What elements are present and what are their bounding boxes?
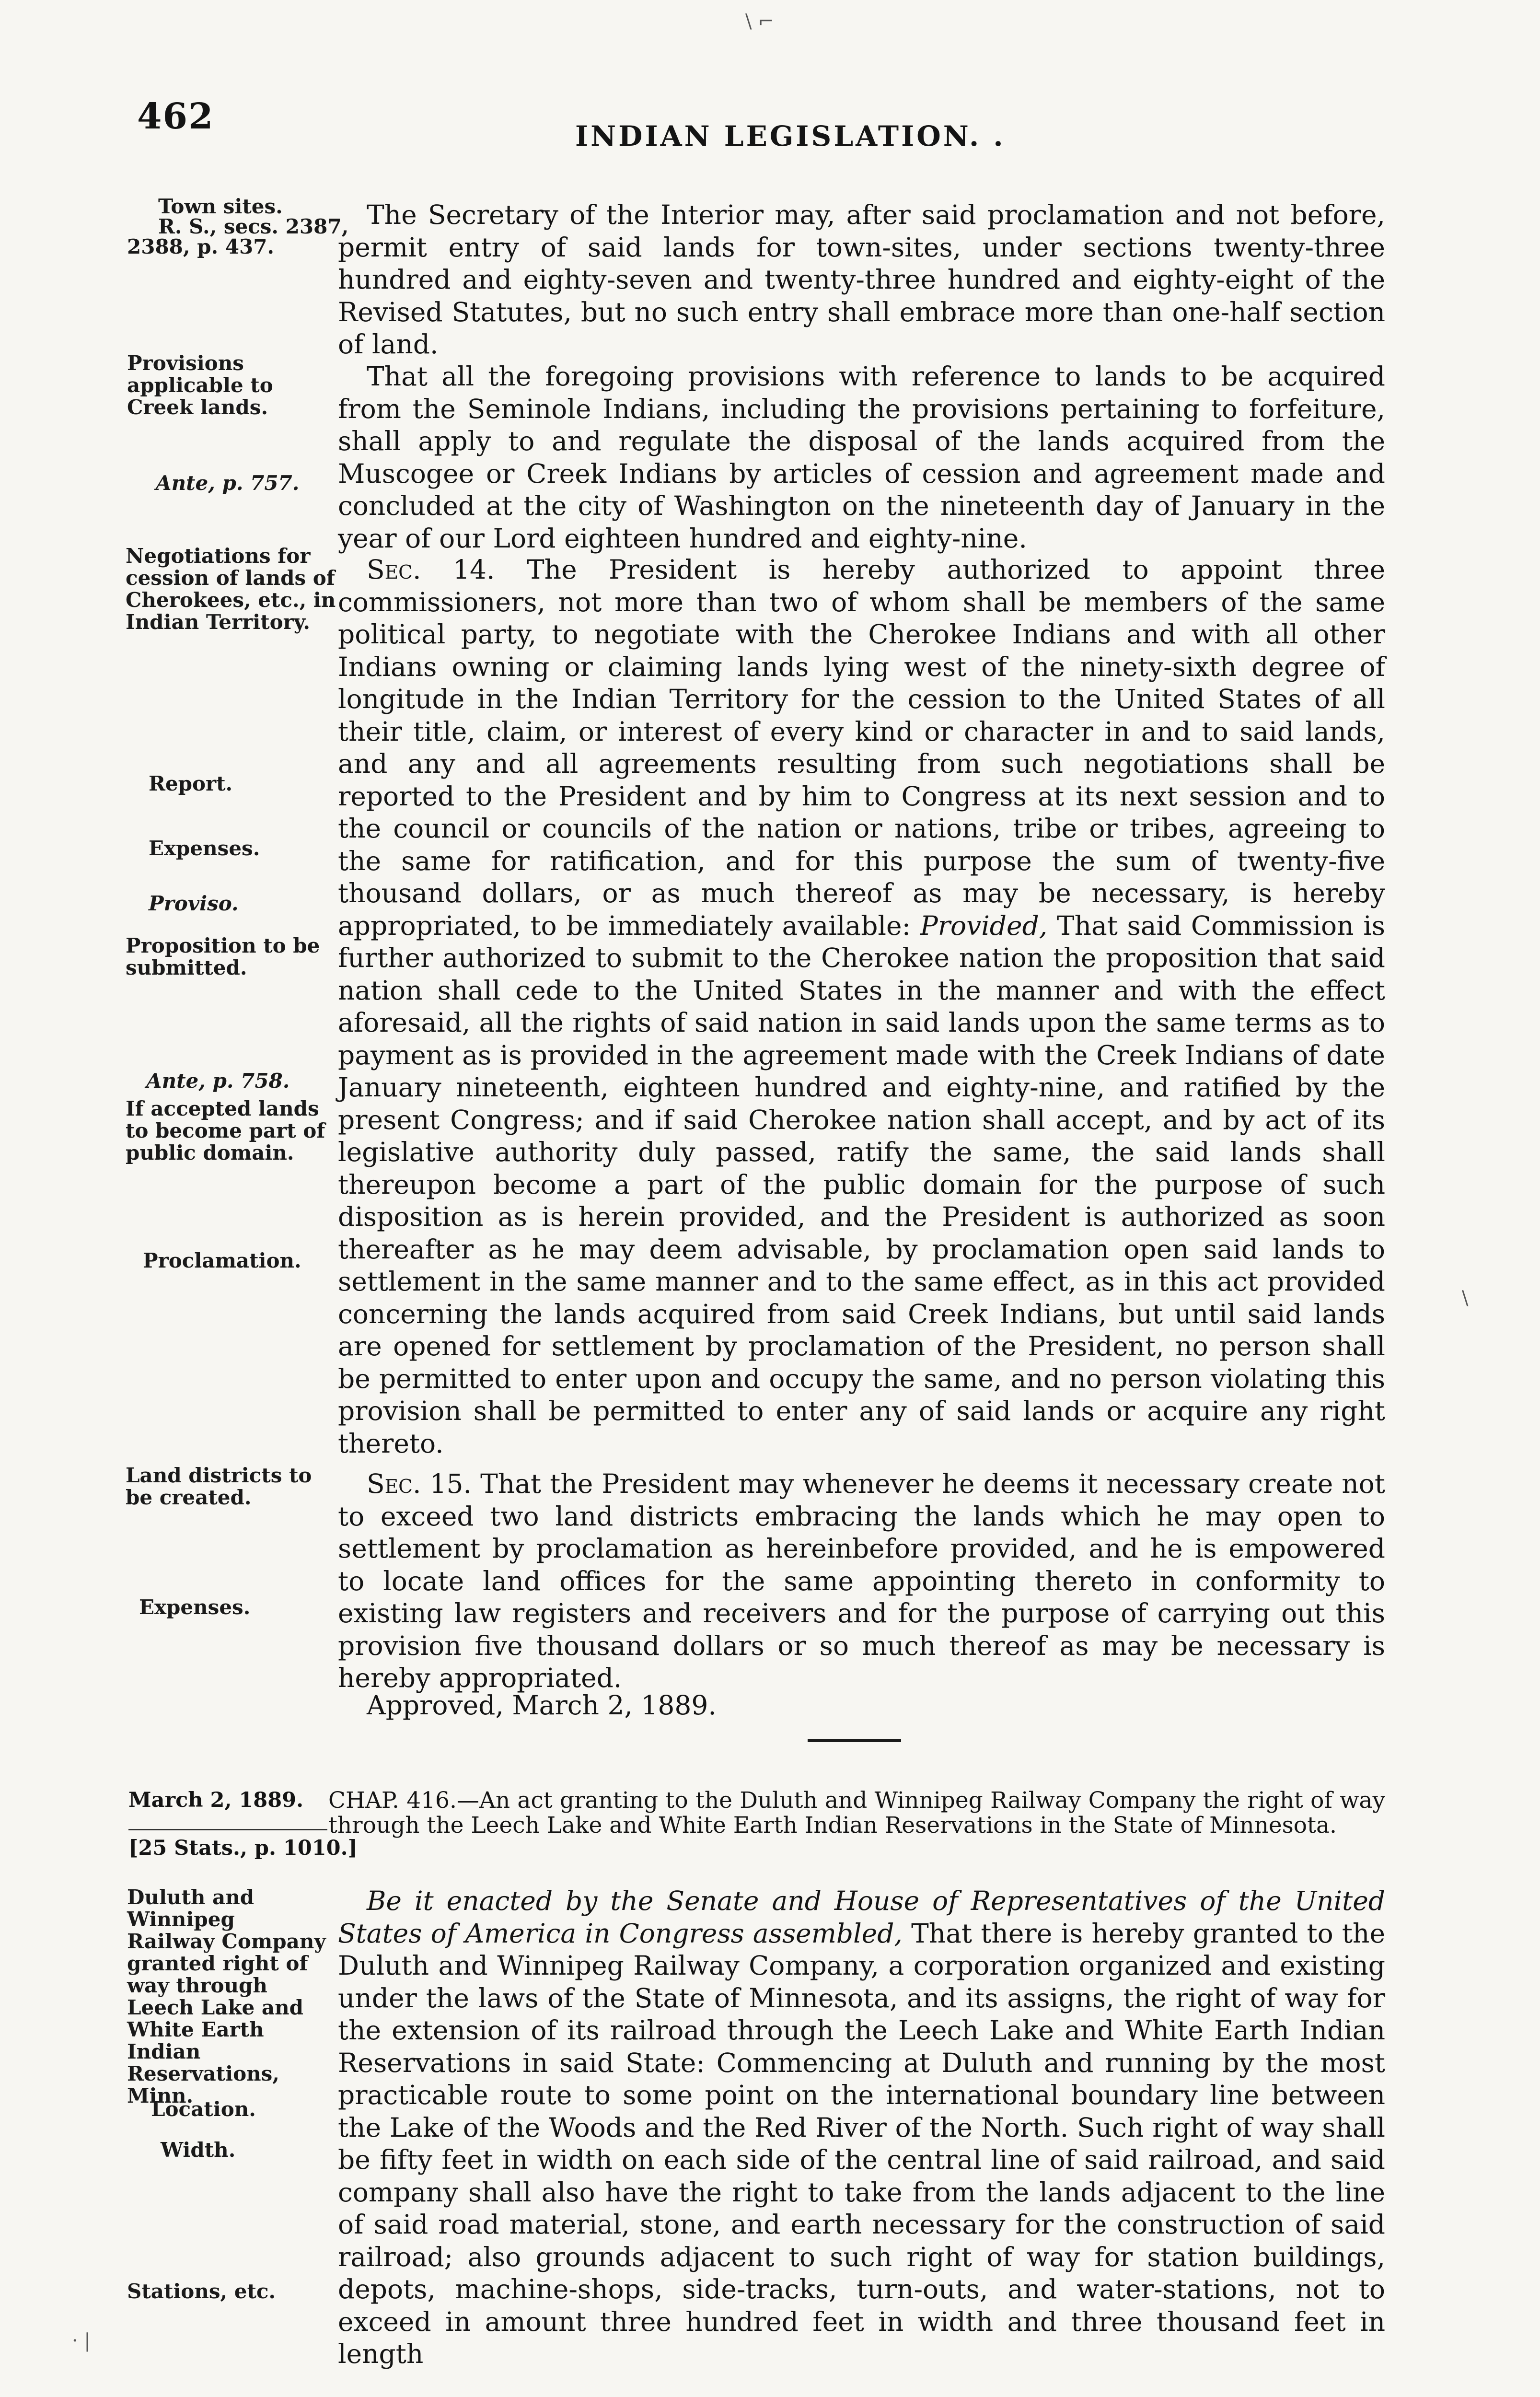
scan-mark: \: [1462, 1287, 1469, 1309]
margin-note-negotiations: Negotiations for cession of lands of Cherokees, etc., in Indian Territory.: [126, 544, 336, 634]
margin-note-duluth: Duluth and Winnipeg Railway Company granted right of way through Leech Lake and White Earth Indian Reservations, Minn.: [127, 1885, 326, 2107]
chapter-416-body: [338, 1885, 1385, 2371]
enacting-clause: Be it enacted by the Senate and House of Representatives of the United States of America in Congress assembled,: [338, 1885, 1385, 1949]
margin-note-ante-757: Ante, p. 757.: [156, 471, 300, 495]
margin-note-stations: Stations, etc.: [127, 2280, 276, 2303]
margin-note-provisions: Provisions applicable to Creek lands.: [127, 351, 273, 419]
section-15-label: Sec. 15.: [367, 1468, 472, 1499]
margin-note-proviso: Proviso.: [149, 892, 239, 915]
margin-note-expenses-1: Expenses.: [149, 837, 260, 860]
section-14-paragraph: [338, 554, 1385, 1460]
margin-note-location: Location.: [151, 2097, 256, 2121]
margin-note-rs-page: 2388, p. 437.: [127, 235, 275, 258]
section-14-label: Sec. 14.: [367, 554, 495, 585]
scan-mark: · |: [72, 2330, 91, 2352]
margin-note-town-sites: Town sites.: [158, 195, 283, 218]
chapter-citation: [25 Stats., p. 1010.]: [128, 1836, 358, 1860]
margin-note-land-districts: Land districts to be created.: [126, 1464, 312, 1509]
approval-date: Approved, March 2, 1889.: [367, 1690, 717, 1721]
chapter-title: CHAP. 416.—An act granting to the Duluth and Winnipeg Railway Company the right of way through the Leech Lake and White Earth Indian Reservations in the State of Minnesota.: [328, 1787, 1385, 1838]
creek-lands-paragraph: That all the foregoing provisions with reference to lands to be acquired from the Seminole Indians, including the provisions pertaining to forfeiture, shall apply to and regulate the disposal of the lands acquired from the Muscogee or Creek Indians by articles of cession and agreement made and concluded at the city of Washington on the nineteenth day of January in the year of our Lord eighteen hundred and eighty-nine.: [338, 361, 1385, 554]
margin-note-rs-sections: R. S., secs. 2387,: [158, 215, 349, 238]
creek-lands-section: [338, 361, 1385, 555]
margin-note-proclamation: Proclamation.: [143, 1249, 301, 1272]
chapter-416-text: That there is hereby granted to the Duluth and Winnipeg Railway Company, a corporation organized and existing under the laws of the State of Minnesota, and its assigns, the right of way for the extension of its railroad through the Leech Lake and White Earth Indian Reservations in said State: Commencing at Duluth and running by the most practicable route to some point on the international boundary line between the Lake of the Woods and the Red River of the North. Such right of way shall be fifty feet in width on each side of the central line of said railroad, and said company shall also have the right to take from the lands adjacent to the line of said road material, stone, and earth necessary for the construction of said railroad; also grounds adjacent to such right of way for station buildings, depots, machine-shops, side-tracks, turn-outs, and water-stations, not to exceed in amount three hundred feet in width and three thousand feet in length: [338, 1918, 1385, 2369]
section-15: [338, 1468, 1385, 1695]
page-number: 462: [137, 96, 214, 137]
margin-note-ante-758: Ante, p. 758.: [146, 1069, 290, 1093]
running-head: INDIAN LEGISLATION. .: [575, 120, 1006, 152]
section-14: [338, 554, 1385, 1460]
section-15-text: That the President may whenever he deems it necessary create not to exceed two land districts embracing the lands which he may open to settlement by proclamation as hereinbefore provided, and he is empowered to locate land offices for the same appointing thereto in conformity to existing law registers and receivers and for the purpose of carrying out this provision five thousand dollars or so much thereof as may be necessary is hereby appropriated.: [338, 1468, 1385, 1693]
section-14-text-2: That said Commission is further authorized to submit to the Cherokee nation the proposition that said nation shall cede to the United States in the manner and with the effect aforesaid, all the rights of said nation in said lands upon the same terms as to payment as is provided in the agreement made with the Creek Indians of date January nineteenth, eighteen hundred and eighty-nine, and ratified by the present Congress; and if said Cherokee nation shall accept, and by act of its legislative authority duly passed, ratify the same, the said lands shall thereupon become a part of the public domain for the purpose of such disposition as is herein provided, and the President is authorized as soon thereafter as he may deem advisable, by proclamation open said lands to settlement in the same manner and to the same effect, as in this act provided concerning the lands acquired from said Creek Indians, but until said lands are opened for settlement by proclamation of the President, no person shall be permitted to enter upon and occupy the same, and no person violating this provision shall be permitted to enter any of said lands or acquire any right thereto.: [338, 910, 1386, 1459]
margin-note-proposition: Proposition to be submitted.: [126, 934, 320, 979]
provided-keyword: Provided,: [920, 910, 1048, 941]
margin-note-width: Width.: [161, 2138, 236, 2162]
chapter-margin-rule: [128, 1829, 327, 1830]
town-sites-section: [338, 199, 1385, 361]
margin-note-if-accepted: If accepted lands to become part of public domain.: [126, 1097, 325, 1164]
chapter-date: March 2, 1889.: [128, 1788, 304, 1812]
section-14-text-1: The President is hereby authorized to appoint three commissioners, not more than two of whom shall be members of the same political party, to negotiate with the Cherokee Indians and with all other Indians owning or claiming lands lying west of the ninety-sixth degree of longitude in the Indian Territory for the cession to the United States of all their title, claim, or interest of every kind or character in and to said lands, and any and all agreements resulting from such negotiations shall be reported to the President and by him to Congress at its next session and to the council or councils of the nation or nations, tribe or tribes, agreeing to the same for ratification, and for this purpose the sum of twenty-five thousand dollars, or as much thereof as may be necessary, is hereby appropriated, to be immediately available:: [338, 554, 1386, 941]
scan-mark: \ ⌐: [745, 11, 774, 33]
section-divider: [808, 1739, 901, 1742]
town-sites-paragraph: The Secretary of the Interior may, after said proclamation and not before, permit entry of said lands for town-sites, under sections twenty-three hundred and eighty-seven and twenty-three hundred and eighty-eight of the Revised Statutes, but no such entry shall embrace more than one-half section of land.: [338, 199, 1385, 360]
margin-note-expenses-2: Expenses.: [139, 1595, 251, 1619]
margin-note-report: Report.: [149, 772, 233, 795]
chapter-416-paragraph: [338, 1885, 1385, 2371]
section-15-paragraph: [338, 1468, 1385, 1695]
